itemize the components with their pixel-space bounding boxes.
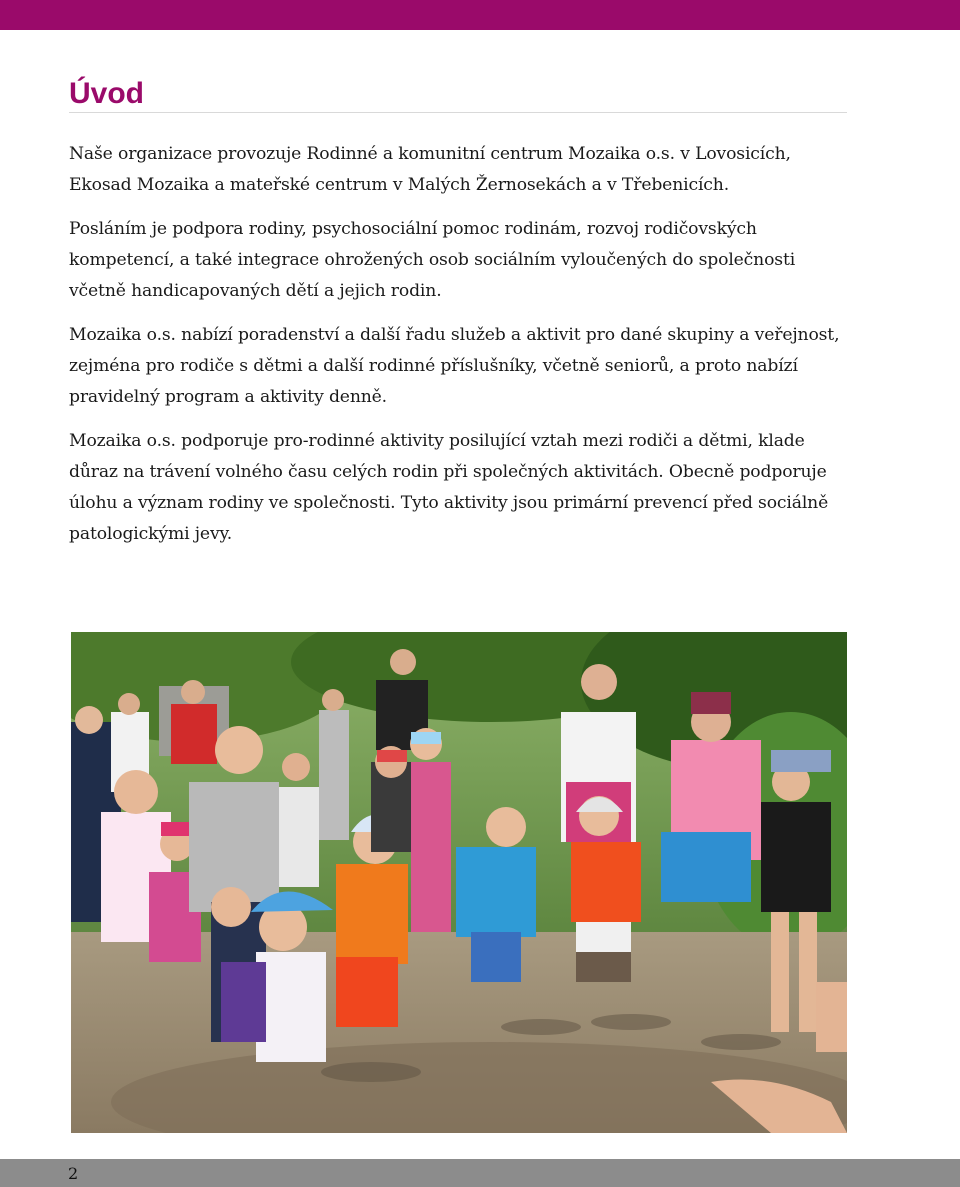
footer-color-band: [0, 1159, 960, 1187]
paragraph-1: Naše organizace provozuje Rodinné a komunitní centrum Mozaika o.s. v Lovosicích, Ekosad Mozaika a mateřské centrum v Malých Žernosekách a v Třebenicích.: [69, 144, 791, 195]
title-divider: [69, 112, 847, 113]
paragraph-4: Mozaika o.s. podporuje pro-rodinné aktivity posilující vztah mezi rodiči a dětmi, klade důraz na trávení volného času celých rodin při společných aktivitách. Obecně podporuje úlohu a význam rodiny ve společnosti. Tyto aktivity jsou primární prevencí před sociálně patologickými jevy.: [69, 431, 829, 544]
paragraph-3: Mozaika o.s. nabízí poradenství a další řadu služeb a aktivit pro dané skupiny a veřejnost, zejména pro rodiče s dětmi a další rodinné příslušníky, včetně seniorů, a proto nabízí pravidelný program a aktivity denně.: [69, 325, 840, 407]
body-text: [69, 139, 849, 563]
section-title: Úvod: [69, 77, 144, 110]
paragraph-2: Posláním je podpora rodiny, psychosociální pomoc rodinám, rozvoj rodičovských kompetencí, a také integrace ohrožených osob sociálním vyloučených do společnosti včetně handicapovaných dětí a jejich rodin.: [69, 219, 796, 301]
page-number: 2: [68, 1164, 79, 1183]
header-color-band: [0, 0, 960, 30]
children-group-photo: [71, 632, 847, 1133]
